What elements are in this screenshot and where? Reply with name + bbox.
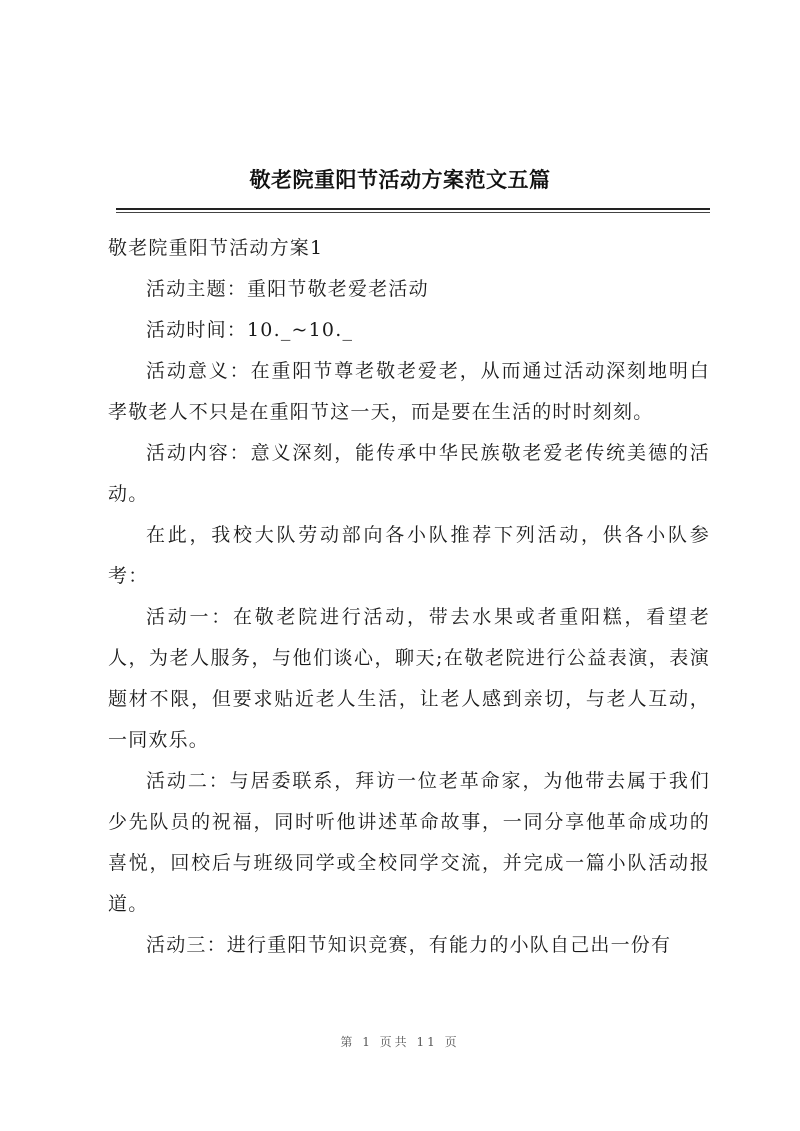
paragraph-intro: 在此，我校大队劳动部向各小队推荐下列活动，供各小队参考： (108, 524, 710, 587)
title-underline-thin (116, 212, 710, 213)
paragraph-activity-1: 活动一：在敬老院进行活动，带去水果或者重阳糕，看望老人，为老人服务，与他们谈心，聊天;在敬老院进行公益表演，表演题材不限，但要求贴近老人生活，让老人感到亲切，与老人互动，一同欢乐。 (108, 606, 710, 751)
paragraph-theme: 活动主题：重阳节敬老爱老活动 (146, 278, 429, 300)
document-body (108, 228, 710, 966)
paragraph-content: 活动内容：意义深刻，能传承中华民族敬老爱老传统美德的活动。 (108, 442, 710, 505)
paragraph-activity-3: 活动三：进行重阳节知识竞赛，有能力的小队自己出一份有 (146, 934, 672, 956)
document-title: 敬老院重阳节活动方案范文五篇 (249, 168, 551, 192)
paragraph-activity-2: 活动二：与居委联系，拜访一位老革命家，为他带去属于我们少先队员的祝福，同时听他讲述革命故事，一同分享他革命成功的喜悦，回校后与班级同学或全校同学交流，并完成一篇小队活动报道。 (108, 770, 710, 915)
section-heading: 敬老院重阳节活动方案1 (108, 237, 324, 259)
paragraph-time: 活动时间：10._~10._ (146, 319, 354, 341)
paragraph-meaning: 活动意义：在重阳节尊老敬老爱老，从而通过活动深刻地明白孝敬老人不只是在重阳节这一天，而是要在生活的时时刻刻。 (108, 360, 710, 423)
page-number-footer: 第 1 页共 11 页 (340, 1035, 460, 1049)
title-underline (116, 208, 710, 210)
